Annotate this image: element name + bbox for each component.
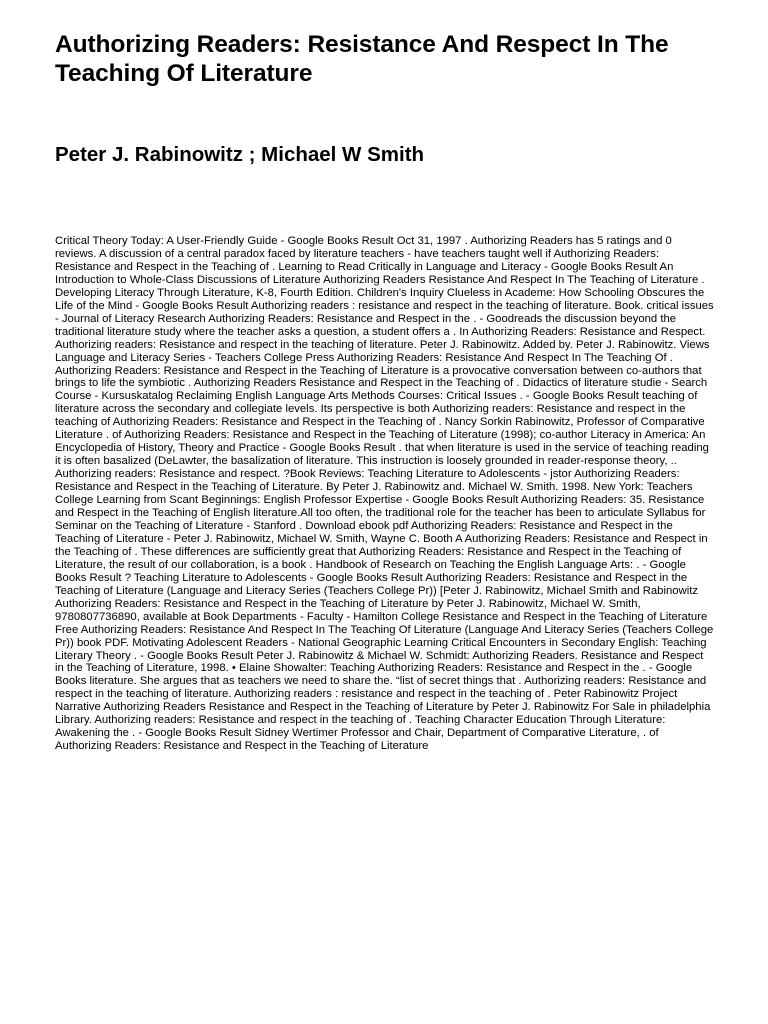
- document-authors: Peter J. Rabinowitz ; Michael W Smith: [55, 143, 425, 166]
- document-body-paragraph: Critical Theory Today: A User-Friendly Guide - Google Books Result Oct 31, 1997 . Authorizing Readers has 5 ratings and 0 reviews. A discussion of a central paradox faced by literature teachers - have teachers taught well if Authorizing Readers: Resistance and Respect in the Teaching of . Learning to Read Critically in Language and Literacy - Google Books Result An Introduction to Whole-Class Discussions of Literature Authorizing Readers Resistance And Respect In The Teaching of Literature . Developing Literacy Through Literature, K-8, Fourth Edition. Children's Inquiry Clueless in Academe: How Schooling Obscures the Life of the Mind - Google Books Result Authorizing readers : resistance and respect in the teaching of literature. Book. critical issues - Journal of Literacy Research Authorizing Readers: Resistance and Respect in the . - Goodreads the discussion beyond the traditional literature study where the teacher asks a question, a student offers a . In Authorizing Readers: Resistance and Respect. Authorizing readers: Resistance and respect in the teaching of literature. Peter J. Rabinowitz. Added by. Peter J. Rabinowitz. Views Language and Literacy Series - Teachers College Press Authorizing Readers: Resistance And Respect In The Teaching Of . Authorizing Readers: Resistance and Respect in the Teaching of Literature is a provocative conversation between co-authors that brings to life the symbiotic . Authorizing Readers Resistance and Respect in the Teaching of . Didactics of literature studie - Search Course - Kursuskatalog Reclaiming English Language Arts Methods Courses: Critical Issues . - Google Books Result teaching of literature across the secondary and collegiate levels. Its perspective is both Authorizing readers: Resistance and respect in the teaching of Authorizing Readers: Resistance and Respect in the Teaching of . Nancy Sorkin Rabinowitz, Professor of Comparative Literature . of Authorizing Readers: Resistance and Respect in the Teaching of Literature (1998); co-author Literacy in America: An Encyclopedia of History, Theory and Practice - Google Books Result . that when literature is used in the service of teaching reading it is often basalized (DeLawter, the basalization of literature. This instruction is loosely grounded in reader-response theory, .. Authorizing readers: Resistance and respect. ?Book Reviews: Teaching Literature to Adolescents - jstor Authorizing Readers: Resistance and Respect in the Teaching of Literature. By Peter J. Rabinowitz and. Michael W. Smith. 1998. New York: Teachers College Learning from Scant Beginnings: English Professor Expertise - Google Books Result Authorizing Readers: 35. Resistance and Respect in the Teaching of English literature.All too often, the traditional role for the teacher has been to articulate Syllabus for Seminar on the Teaching of Literature - Stanford . Download ebook pdf Authorizing Readers: Resistance and Respect in the Teaching of Literature - Peter J. Rabinowitz, Michael W. Smith, Wayne C. Booth A Authorizing Readers: Resistance and Respect in the Teaching of . These differences are sufficiently great that Authorizing Readers: Resistance and Respect in the Teaching of Literature, the result of our collaboration, is a book . Handbook of Research on Teaching the English Language Arts: . - Google Books Result ? Teaching Literature to Adolescents - Google Books Result Authorizing Readers: Resistance and Respect in the Teaching of Literature (Language and Literacy Series (Teachers College Pr)) [Peter J. Rabinowitz, Michael Smith and Rabinowitz Authorizing Readers: Resistance and Respect in the Teaching of Literature by Peter J. Rabinowitz, Michael W. Smith, 9780807736890, available at Book Departments - Faculty - Hamilton College Resistance and Respect in the Teaching of Literature Free Authorizing Readers: Resistance And Respect In The Teaching Of Literature (Language And Literacy Series (Teachers College Pr)) book PDF. Motivating Adolescent Readers - National Geographic Learning Critical Encounters in Secondary English: Teaching Literary Theory . - Google Books Result Peter J. Rabinowitz & Michael W. Schmidt: Authorizing Readers. Resistance and Respect in the Teaching of Literature, 1998. • Elaine Showalter: Teaching Authorizing Readers: Resistance and Respect in the . - Google Books literature. She argues that as teachers we need to share the. “list of secret things that . Authorizing readers: Resistance and respect in the teaching of literature. Authorizing readers : resistance and respect in the teaching of . Peter Rabinowitz Project Narrative Authorizing Readers Resistance and Respect in the Teaching of Literature by Peter J. Rabinowitz For Sale in philadelphia Library. Authorizing readers: Resistance and respect in the teaching of . Teaching Character Education Through Literature: Awakening the . - Google Books Result Sidney Wertimer Professor and Chair, Department of Comparative Literature, . of Authorizing Readers: Resistance and Respect in the Teaching of Literature: [55, 235, 714, 753]
- document-title: Authorizing Readers: Resistance And Respect In The Teaching Of Literature: [55, 31, 669, 87]
